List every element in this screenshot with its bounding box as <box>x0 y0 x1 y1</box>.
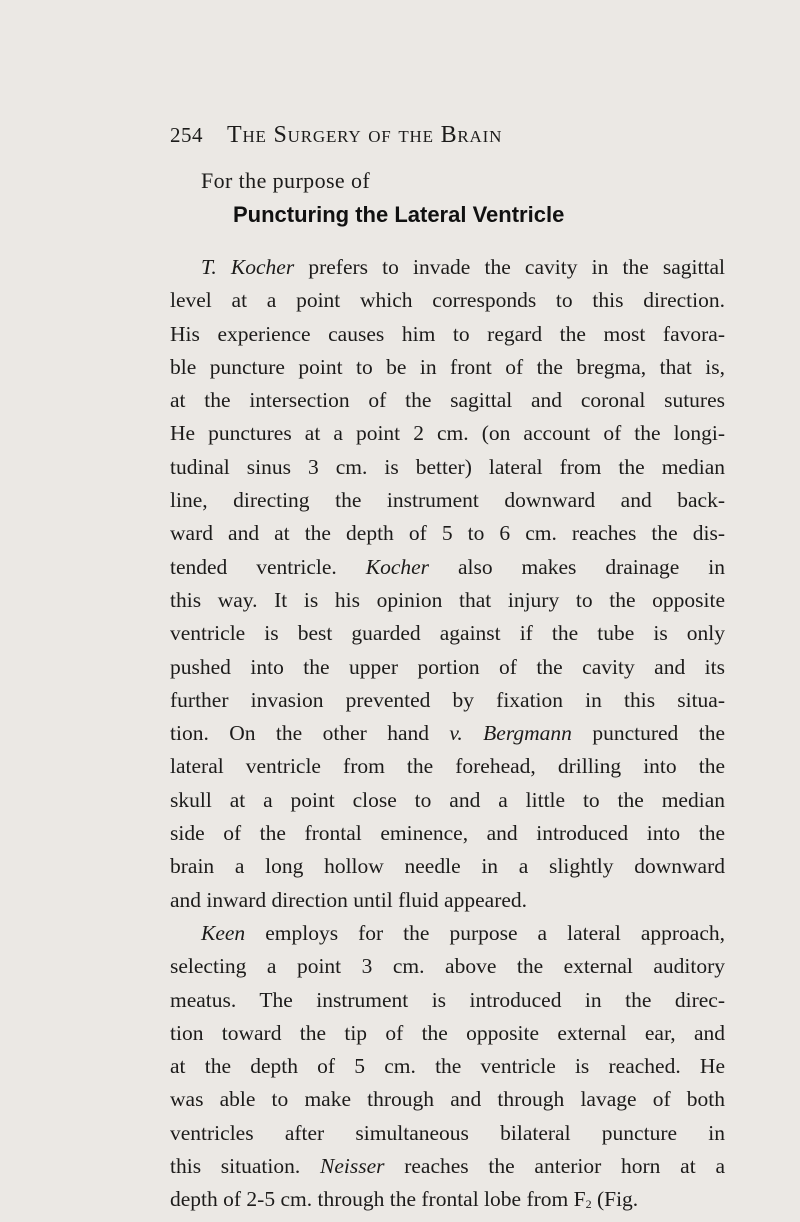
subscript: 2 <box>585 1197 592 1212</box>
text-line: selecting a point 3 cm. above the external auditory <box>170 954 725 979</box>
author-name: Neisser <box>319 1154 385 1179</box>
text-line: level at a point which corresponds to this direction. <box>170 288 725 313</box>
text-line: depth of 2-5 cm. through the frontal lobe from F2 (Fig. <box>170 1187 639 1212</box>
text-line: tion. On the other hand v. Bergmann punctured the <box>170 721 725 746</box>
running-head: The Surgery of the Brain <box>227 122 503 148</box>
text-line: at the depth of 5 cm. the ventricle is reached. He <box>170 1054 725 1079</box>
section-heading: Puncturing the Lateral Ventricle <box>233 202 565 227</box>
author-name: Keen <box>201 920 246 945</box>
text-line: tended ventricle. Kocher also makes drainage in <box>170 554 725 579</box>
text-line: ble puncture point to be in front of the bregma, that is, <box>170 354 725 379</box>
text-line: tion toward the tip of the opposite external ear, and <box>170 1020 725 1045</box>
author-name: T. Kocher <box>201 255 295 279</box>
author-name: Kocher <box>365 554 430 579</box>
text-line: brain a long hollow needle in a slightly downward <box>170 854 725 879</box>
text-line: and inward direction until fluid appeared. <box>170 887 528 912</box>
text-line: His experience causes him to regard the most favora- <box>170 321 725 346</box>
text-line: lateral ventricle from the forehead, drilling into the <box>170 754 725 779</box>
text-line: T. Kocher prefers to invade the cavity in the sagittal <box>201 255 725 279</box>
author-name: v. Bergmann <box>449 721 572 746</box>
text-line: at the intersection of the sagittal and coronal sutures <box>170 388 725 413</box>
text-line: Keen employs for the purpose a lateral approach, <box>201 920 725 945</box>
text-line: meatus. The instrument is introduced in the direc- <box>170 987 725 1012</box>
text-line: He punctures at a point 2 cm. (on account of the longi- <box>170 421 725 446</box>
text-line: further invasion prevented by fixation in this situa- <box>170 687 725 712</box>
text-line: ward and at the depth of 5 to 6 cm. reaches the dis- <box>170 521 725 546</box>
text-line: side of the frontal eminence, and introduced into the <box>170 821 725 846</box>
text-line: skull at a point close to and a little to the median <box>170 787 725 812</box>
intro-line: For the purpose of <box>201 168 371 193</box>
text-line: was able to make through and through lavage of both <box>170 1087 725 1112</box>
text-line: this situation. Neisser reaches the anterior horn at a <box>170 1154 725 1179</box>
text-line: this way. It is his opinion that injury to the opposite <box>170 587 725 612</box>
page-header <box>170 122 730 149</box>
text-line: tudinal sinus 3 cm. is better) lateral from the median <box>170 454 725 479</box>
text-line: pushed into the upper portion of the cavity and its <box>170 654 725 679</box>
text-line: line, directing the instrument downward and back- <box>170 488 725 513</box>
text-line: ventricles after simultaneous bilateral puncture in <box>170 1120 725 1145</box>
body-text <box>170 251 725 1217</box>
text-line: ventricle is best guarded against if the tube is only <box>170 621 725 646</box>
page-number: 254 <box>170 123 203 147</box>
